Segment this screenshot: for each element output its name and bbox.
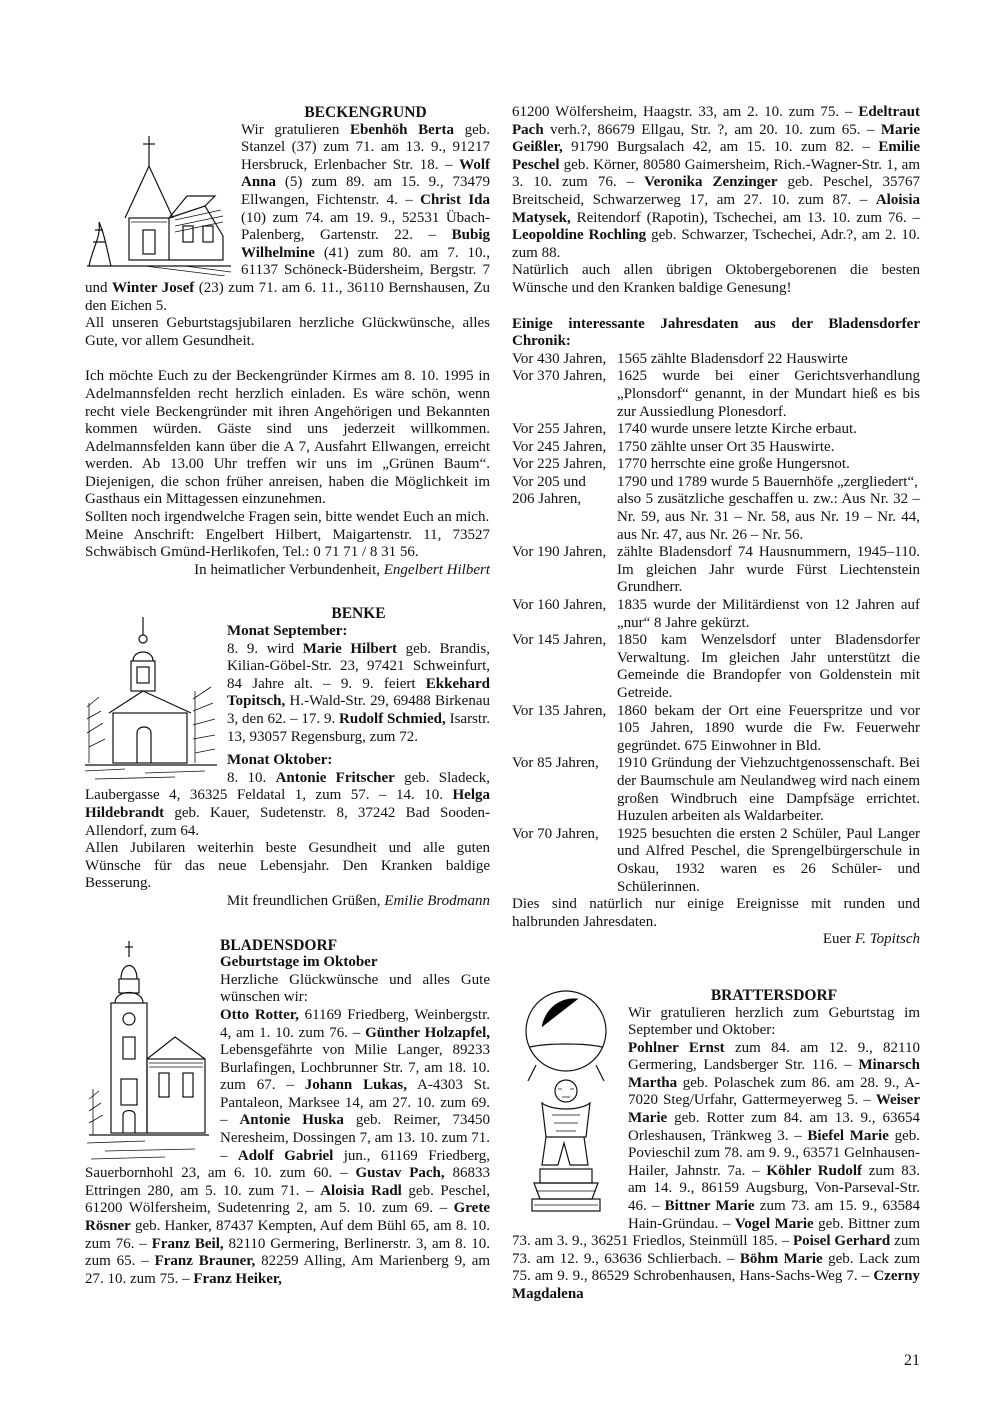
chronik-date: Vor 255 Jahren,: [512, 421, 607, 438]
chronik-date: 206 Jahren,: [512, 491, 582, 508]
chapel-illustration: [85, 126, 233, 276]
section-beckengrund: [85, 104, 490, 579]
section-benke: [85, 605, 490, 910]
church-illustration: [85, 939, 210, 1165]
chronik-date: Vor 205 und: [512, 473, 586, 490]
beckengrund-letter-paragraph: Meine Anschrift: Engelbert Hilbert, Maigartenstr. 11, 73527 Schwäbisch Gmünd-Herlikofen, Tel.: 0 71 71 / 8 31 56.: [85, 526, 490, 561]
chronik-text: 1625 wurde bei einer Gerichtsverhandlung „Plonsdorf“ genannt, in der Mundart hieß es bis zur Aussiedlung Plonesdorf.: [617, 368, 920, 420]
chronik-date: Vor 370 Jahren,: [512, 368, 607, 385]
chronik-text: 1860 bekam der Ort eine Feuerspritze und vor 105 Jahren, 1890 wurde die Fw. Feuerwehr gegründet. 675 Einwohner in Bld.: [617, 702, 920, 754]
section-bladensdorf: [85, 937, 490, 1289]
atlas-statue-illustration: [512, 987, 620, 1217]
brattersdorf-intro: Wir gratulieren herzlich zum Geburtstag im September und Oktober:: [628, 1004, 920, 1039]
chronik-heading: Einige interessante Jahresdaten aus der Bladensdorfer Chronik:: [512, 315, 920, 350]
chronik-text: 1790 und 1789 wurde 5 Bauernhöfe „zergliedert“,: [617, 473, 918, 490]
left-column: [85, 104, 490, 1288]
bladensdorf-entries-part1: Otto Rotter, 61169 Friedberg, Weinbergstr. 4, am 1. 10. zum 76. – Günther Holzapfel, Lebensgefährte von Milie Langer, 89233 Burlafingen, Lochbrunner Str. 7, am 18. 10. zum 67. – Johann Lukas, A-4303 St. Pantaleon, Marksee 14, am 27. 10. zum 69. – Antonie Huska geb. Reimer, 73450 Neresheim, Dossingen 7, am 13. 10. zum 71. – Adolf Gabriel jun., 61169 Friedberg, Sauerbornhohl 23, am 6. 10. zum 60. – Gustav Pach, 86833 Ettringen 280, am 5. 10. zum 71. – Aloisia Radl geb. Peschel, 61200 Wölfersheim, Sudetenring 2, am 5. 10. zum 69. – Grete Rösner geb. Hanker, 87437 Kempten, Auf dem Bühl 65, am 8. 10. zum 76. – Franz Beil, 82110 Germering, Berlinerstr. 3, am 8. 10. zum 65. – Franz Brauner, 82259 Alling, Am Marienberg 9, am 27. 10. zum 75. – Franz Heiker,: [85, 1006, 491, 1287]
beckengrund-title: BECKENGRUND: [304, 104, 427, 121]
chronik-date: Vor 70 Jahren,: [512, 825, 599, 842]
chronik-text: also 5 zusätzliche geschaffen u. zw.: Aus Nr. 32 – Nr. 59, aus Nr. 31 – Nr. 58, aus Nr. 19 – Nr. 44, aus Nr. 47, aus Nr. 26 – Nr. 56.: [617, 491, 920, 543]
bladensdorf-entries-part2: 61200 Wölfersheim, Haagstr. 33, am 2. 10. zum 75. – Edeltraut Pach verh.?, 86679 Ellgau, Str. ?, am 20. 10. zum 65. – Marie Geißler, 91790 Burgsalach 42, am 15. 10. zum 82. – Emilie Peschel geb. Körner, 80580 Gaimersheim, Rich.-Wagner-Str. 1, am 3. 10. zum 76. – Veronika Zenzinger geb. Peschel, 35767 Breitscheid, Schwarzerweg 17, am 27. 10. zum 87. – Aloisia Matysek, Reitendorf (Rapotin), Tschechei, am 13. 10. zum 76. – Leopoldine Rochling geb. Schwarzer, Tschechei, Adr.?, am 2. 10. zum 88.: [512, 104, 921, 261]
chronik-text: 1770 herrschte eine große Hungersnot.: [617, 456, 850, 473]
chronik-text: zählte Bladensdorf 74 Hausnummern, 1945–110. Im gleichen Jahr wurde Fürst Liechtenstein Grundherr.: [617, 544, 920, 596]
benke-title: BENKE: [331, 605, 386, 623]
bladensdorf-title: BLADENSDORF: [220, 936, 338, 954]
chronik-date: Vor 225 Jahren,: [512, 456, 607, 473]
page-number: 21: [904, 1352, 920, 1369]
benke-september-entries: 8. 9. wird Marie Hilbert geb. Brandis, Kilian-Göbel-Str. 23, 97421 Schweinfurt, 84 Jahre alt. – 9. 9. feiert Ekkehard Topitsch, H.-Wald-Str. 29, 69488 Birkenau 3, den 62. – 17. 9. Rudolf Schmied, Isarstr. 13, 93057 Regensburg, zum 72.: [227, 640, 490, 745]
beckengrund-signature: In heimatlicher Verbundenheit, Engelbert Hilbert: [194, 561, 490, 578]
right-column: [512, 104, 920, 1304]
benke-wishes: Allen Jubilaren weiterhin beste Gesundheit und alle guten Wünsche für das neue Lebensjahr. Den Kranken baldige Besserung.: [85, 840, 490, 892]
bladensdorf-intro: Herzliche Glückwünsche und alles Gute wünschen wir:: [220, 971, 490, 1006]
beckengrund-wishes: All unseren Geburtstagsjubilaren herzliche Glückwünsche, alles Gute, vor allem Gesundheit.: [85, 315, 490, 349]
chronik-list: [512, 351, 920, 896]
section-brattersdorf: [512, 987, 920, 1304]
chronik-signature: Euer F. Topitsch: [822, 931, 920, 948]
chronik-text: 1910 Gründung der Viehzuchtgenossenschaft. Bei der Baumschule am Neulandweg wird nach einem großen Windbruch eine Dampfsäge errichtet. Huzulen arbeiten als Waldarbeiter.: [617, 755, 920, 825]
chapel-illustration: [85, 615, 217, 783]
benke-october-entries: 8. 10. Antonie Fritscher geb. Sladeck, Laubergasse 4, 36325 Feldatal 1, zum 57. – 14. 10. Helga Hildebrandt geb. Kauer, Sudetenstr. 8, 37242 Bad Sooden-Allendorf, zum 64.: [85, 769, 491, 839]
chronik-text: 1740 wurde unsere letzte Kirche erbaut.: [617, 421, 857, 438]
chronik-text: 1925 besuchten die ersten 2 Schüler, Paul Langer und Alfred Peschel, die Sprengelbürgerschule in Oskau, 1932 waren es 26 Schüler- und Schülerinnen.: [617, 825, 920, 895]
brattersdorf-entries: Pohlner Ernst zum 84. am 12. 9., 82110 Germering, Landsberger Str. 116. – Minarsch Martha geb. Polaschek zum 86. am 28. 9., A-7020 Steg/Urfahr, Gattermeyerweg 5. – Weiser Marie geb. Rotter zum 84. am 13. 9., 63654 Orleshausen, Tränkweg 3. – Biefel Marie geb. Povieschil zum 78. am 9. 9., 63571 Gelnhausen-Hailer, Jahnstr. 7a. – Köhler Rudolf zum 83. am 14. 9., 86159 Augsburg, Von-Parseval-Str. 46. – Bittner Marie zum 73. am 15. 9., 63584 Hain-Gründau. – Vogel Marie geb. Bittner zum 73. am 3. 9., 36251 Friedlos, Steinmüll 185. – Poisel Gerhard zum 73. am 12. 9., 63636 Schlierbach. – Böhm Marie geb. Lack zum 75. am 9. 9., 86529 Schrobenhausen, Hans-Sachs-Weg 7. – Czerny Magdalena: [512, 1039, 921, 1302]
benke-october-heading: Monat Oktober:: [227, 752, 333, 769]
benke-september-heading: Monat September:: [227, 623, 348, 640]
bladensdorf-wishes: Natürlich auch allen übrigen Oktobergeborenen die besten Wünsche und den Kranken baldige Genesung!: [512, 262, 920, 296]
bladensdorf-subtitle: Geburtstage im Oktober: [220, 954, 378, 971]
chronik-text: 1750 zählte unser Ort 35 Hauswirte.: [617, 438, 835, 455]
chronik-text: 1850 kam Wenzelsdorf unter Bladensdorfer Verwaltung. Im gleichen Jahr unterstützt die Gemeinde die Brandopfer von Goldenstein mit Getreide.: [617, 632, 920, 701]
chronik-text: 1835 wurde der Militärdienst von 12 Jahren auf „nur“ 8 Jahre gekürzt.: [617, 597, 920, 631]
chronik-text: 1565 zählte Bladensdorf 22 Hauswirte: [617, 350, 848, 367]
chronik-date: Vor 135 Jahren,: [512, 702, 607, 719]
benke-signature: Mit freundlichen Grüßen, Emilie Brodmann: [226, 892, 490, 909]
brattersdorf-title: BRATTERSDORF: [710, 986, 838, 1004]
beckengrund-letter-paragraph: Sollten noch irgendwelche Fragen sein, bitte wendet Euch an mich.: [85, 509, 490, 526]
beckengrund-entries: Wir gratulieren Ebenhöh Berta geb. Stanzel (37) zum 71. am 13. 9., 91217 Hersbruck, Erlenbacher Str. 18. – Wolf Anna (5) zum 89. am 15. 9., 73479 Ellwangen, Fichtenstr. 4. – Christ Ida (10) zum 74. am 19. 9., 52531 Übach-Palenberg, Gartenstr. 22. – Bubig Wilhelmine (41) zum 80. am 7. 10., 61137 Schöneck-Büdersheim, Bergstr. 7 und Winter Josef (23) zum 71. am 6. 11., 36110 Bernshausen, Zu den Eichen 5.: [85, 121, 491, 314]
chronik-date: Vor 85 Jahren,: [512, 755, 599, 772]
chronik-date: Vor 145 Jahren,: [512, 632, 607, 649]
chronik-date: Vor 190 Jahren,: [512, 544, 607, 561]
chronik-note: Dies sind natürlich nur einige Ereignisse mit runden und halbrunden Jahresdaten.: [512, 896, 920, 930]
chronik-date: Vor 160 Jahren,: [512, 597, 607, 614]
beckengrund-letter-paragraph: Ich möchte Euch zu der Beckengründer Kirmes am 8. 10. 1995 in Adelmannsfelden recht herzlich einladen. Es wäre schön, wenn recht viele Beckengründer mit ihren Angehörigen und Bekannten kommen würden. Gäste sind uns jederzeit willkommen. Adelmannsfelden kann über die A 7, Ausfahrt Ellwangen, erreicht werden. Ab 13.00 Uhr treffen wir uns im „Grünen Baum“. Diejenigen, die schon früher anreisen, haben die Möglichkeit im Gasthaus ein Mittagessen einzunehmen.: [85, 368, 490, 508]
chronik-date: Vor 430 Jahren,: [512, 350, 607, 367]
chronik-date: Vor 245 Jahren,: [512, 438, 607, 455]
